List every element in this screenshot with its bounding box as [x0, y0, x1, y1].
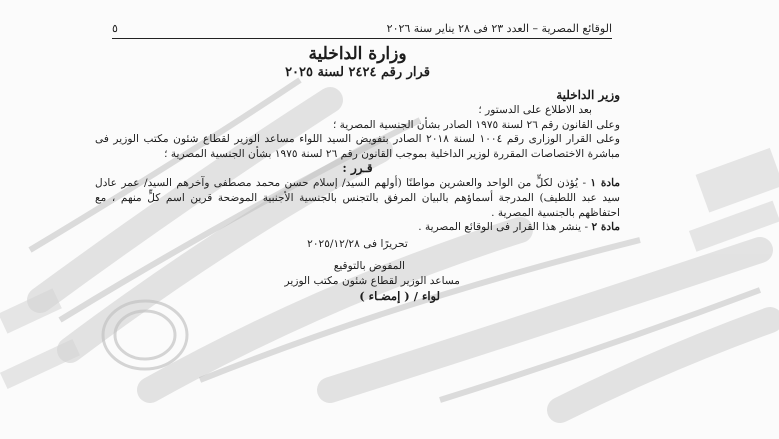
page-number: ٥ — [112, 22, 118, 35]
decree-number: قرار رقم ٢٤٢٤ لسنة ٢٠٢٥ — [285, 65, 430, 80]
decree-body — [95, 44, 620, 304]
ministry-heading: وزارة الداخلية — [308, 44, 407, 64]
gazette-header-title: الوقائع المصرية – العدد ٢٣ فى ٢٨ يناير سنة ٢٠٢٦ — [386, 22, 612, 35]
article-2 — [95, 220, 620, 235]
article-1-label: مادة ١ — [590, 177, 620, 190]
signature-rank: لواء / ( إمضـاء ) — [359, 288, 440, 303]
signature-position: مساعد الوزير لقطاع شئون مكتب الوزير — [284, 274, 460, 287]
article-2-label: مادة ٢ — [591, 221, 620, 234]
issue-date: تحريرًا فى ٢٠٢٥/١٢/٢٨ — [307, 237, 408, 250]
article-1-text: - يُؤذن لكلٍّ من الواحد والعشرين مواطنًا (أولهم السيد/ إسلام حسن محمد مصطفى وآخرهم السيد/ عمر عادل سيد عبد اللطيف) المدرجة أسماؤهم بالبيان المرفق بالتجنس بالجنسية الأجنبية الموضحة قرين اسم كلٍّ منهم ، مع احتفاظهم بالجنسية المصرية . — [95, 177, 620, 219]
decided-heading: قـرر : — [342, 161, 373, 176]
preamble-line: وعلى القرار الوزارى رقم ١٠٠٤ لسنة ٢٠١٨ الصادر بتفويض السيد اللواء مساعد الوزير لقطاع شئون مكتب الوزير فى مباشرة الاختصاصات المقررة لوزير الداخلية بموجب القانون رقم ٢٦ لسنة ١٩٧٥ بشأن الجنسية المصرية ؛ — [95, 133, 620, 160]
preamble-line: وعلى القانون رقم ٢٦ لسنة ١٩٧٥ الصادر بشأن الجنسية المصرية ؛ — [332, 118, 620, 131]
article-2-text: - ينشر هذا القرار فى الوقائع المصرية . — [418, 221, 592, 234]
minister-title: وزير الداخلية — [556, 88, 620, 102]
preamble-line: بعد الاطلاع على الدستور ؛ — [478, 104, 592, 116]
signature-authorized: المفوض بالتوقيع — [333, 259, 405, 272]
signature-block — [95, 259, 620, 304]
gazette-header — [112, 22, 612, 39]
article-1 — [95, 176, 620, 220]
